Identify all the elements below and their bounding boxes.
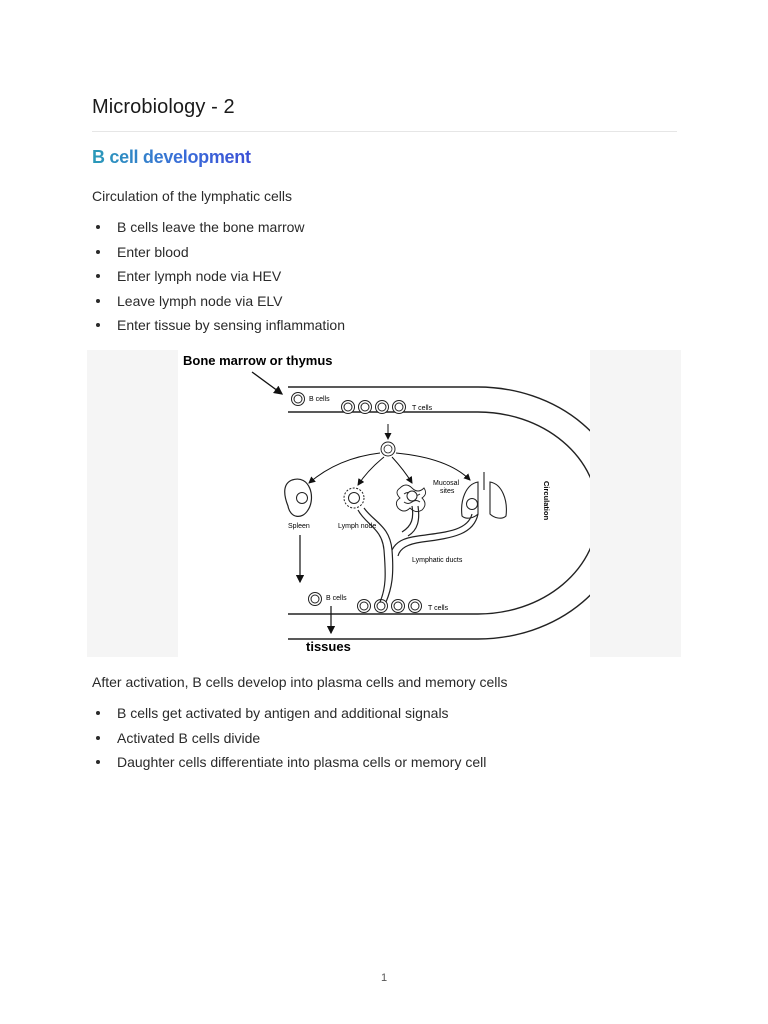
list-item: Leave lymph node via ELV [92, 292, 345, 317]
t-cells-top-label: T cells [412, 405, 433, 412]
mucosal-label-2: sites [440, 488, 455, 495]
lymphatic-ducts [358, 506, 478, 602]
lymph-node-shape [344, 488, 364, 508]
t-cells-bottom-label: T cells [428, 605, 449, 612]
list-item: B cells leave the bone marrow [92, 218, 345, 243]
list-item: Activated B cells divide [92, 729, 486, 754]
circulation-label: Circulation [542, 481, 551, 521]
list-item: B cells get activated by antigen and additional signals [92, 704, 486, 729]
bone-marrow-arrow [252, 372, 282, 394]
mucosal-label-1: Mucosal [433, 480, 460, 487]
intro-paragraph-activation: After activation, B cells develop into plasma cells and memory cells [92, 674, 508, 690]
list-item: Enter lymph node via HEV [92, 267, 345, 292]
page-number: 1 [380, 972, 388, 984]
b-cells-bottom-label: B cells [326, 595, 347, 602]
activation-bullet-list [92, 704, 486, 778]
spleen-label: Spleen [288, 523, 310, 530]
intro-paragraph-circulation: Circulation of the lymphatic cells [92, 188, 292, 204]
lymph-node-label: Lymph node [338, 523, 377, 530]
tissues-label: tissues [306, 639, 351, 654]
title-divider [92, 131, 677, 132]
page-title: Microbiology - 2 [92, 96, 235, 118]
list-item: Enter tissue by sensing inflammation [92, 316, 345, 341]
circulation-bullet-list [92, 218, 345, 341]
list-item: Daughter cells differentiate into plasma cells or memory cell [92, 753, 486, 778]
bone-marrow-label: Bone marrow or thymus [183, 353, 333, 368]
lymphocyte-circulation-diagram [178, 350, 590, 657]
b-cells-top-label: B cells [309, 396, 330, 403]
lymphatic-ducts-label: Lymphatic ducts [412, 557, 463, 564]
list-item: Enter blood [92, 243, 345, 268]
section-heading: B cell development [92, 147, 251, 167]
